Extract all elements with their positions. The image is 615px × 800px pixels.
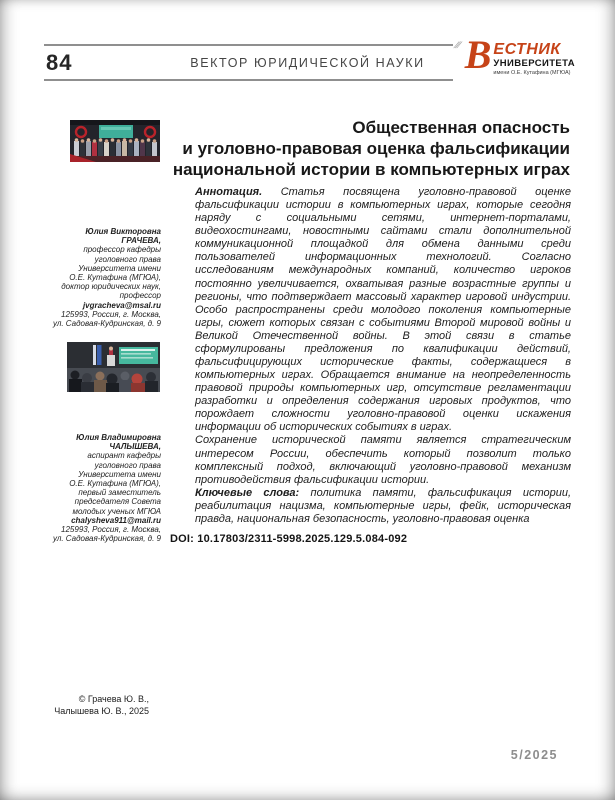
author-email: jvgracheva@msal.ru xyxy=(82,300,161,310)
author-block-1 xyxy=(45,227,161,328)
abstract-column xyxy=(195,186,571,526)
logo-flourish-icon: /// xyxy=(453,40,462,50)
author-block-2 xyxy=(45,433,161,543)
logo-word: ЕСТНИК xyxy=(493,41,561,58)
vestnik-logo xyxy=(453,32,575,86)
author-name: Юлия Викторовна ГРАЧЕВА, xyxy=(85,227,161,246)
author-affiliation: аспирант кафедры уголовного права Университета имени О.Е. Кутафина (МГЮА), первый заместитель председателя Совета молодых ученых МГЮА xyxy=(69,451,161,516)
abstract-paragraph xyxy=(195,186,571,434)
article-title: Общественная опасность и уголовно-правовая оценка фальсификации национальной истории в компьютерных играх xyxy=(172,118,570,180)
author-group-photo-1 xyxy=(70,120,160,162)
logo-subtitle: имени О.Е. Кутафина (МГЮА) xyxy=(493,69,571,76)
keywords-label: Ключевые слова: xyxy=(195,486,300,499)
logo-text-block xyxy=(493,36,575,76)
keywords-text: политика памяти, фальсификация истории, реабилитация нацизма, компьютерные игры, фейк, историческая правда, национальная безопасность, уголовно-правовая оценка xyxy=(195,486,572,525)
author-address: 125993, Россия, г. Москва, ул. Садовая-Кудринская, д. 9 xyxy=(52,309,161,328)
logo-university: УНИВЕРСИТЕТА xyxy=(493,58,575,69)
doi-line: DOI: 10.17803/2311-5998.2025.129.5.084-092 xyxy=(170,533,408,545)
author-name: Юлия Владимировна ЧАЛЫШЕВА, xyxy=(76,433,161,452)
keywords-paragraph xyxy=(195,487,571,526)
running-head: ВЕКТОР ЮРИДИЧЕСКОЙ НАУКИ xyxy=(190,55,425,70)
page-number: 84 xyxy=(46,49,73,75)
logo-letter-icon: В xyxy=(464,32,492,77)
author-conference-photo-2 xyxy=(67,342,160,392)
abstract-label: Аннотация. xyxy=(195,186,263,198)
abstract-text: Статья посвящена уголовно-правовой оценке фальсификации истории в компьютерных играх, которые сегодня наряду с социальными сетями, интернет-порталами, видеохостингами, новостными сайтами стали дополнительной коммуникационной площадкой для обмена данными среди пользователей информационных технологий. Согласно исследованиям международных компаний, количество игроков постоянно увеличивается, охватывая разные возрастные группы и регионы, что подтверждает массовый характер игровой индустрии. Особо распространены среди молодого поколения компьютерные игры, сюжет которых связан с событиями Второй мировой войны и Великой Отечественной войны. В этой связи в статье сформулированы предложения по квалификации действий, фальсифицирующих исторические факты, содержащиеся в компьютерных играх. Обращается внимание на неопределенность правовой природы компьютерных игр, отсутствие регламентации разработки и определения содержания игровых продуктов, что порождает сложности уголовно-правовой оценки искажения информации об исторических событиях в играх. xyxy=(195,186,571,434)
author-affiliation: профессор кафедры уголовного права Университета имени О.Е. Кутафина (МГЮА), доктор юридических наук, профессор xyxy=(61,245,161,301)
abstract-paragraph-2: Сохранение исторической памяти является стратегическим интересом России, обеспечить который позволит только комплексный подход, включающий уголовно-правовой механизм противодействия фальсификации истории. xyxy=(195,434,571,486)
author-address: 125993, Россия, г. Москва, ул. Садовая-Кудринская, д. 9 xyxy=(52,524,161,544)
author-email: chalysheva911@mail.ru xyxy=(71,515,161,525)
issue-number: 5/2025 xyxy=(510,748,558,762)
copyright-note: © Грачева Ю. В., Чалышева Ю. В., 2025 xyxy=(54,694,149,716)
page-header xyxy=(44,32,575,81)
